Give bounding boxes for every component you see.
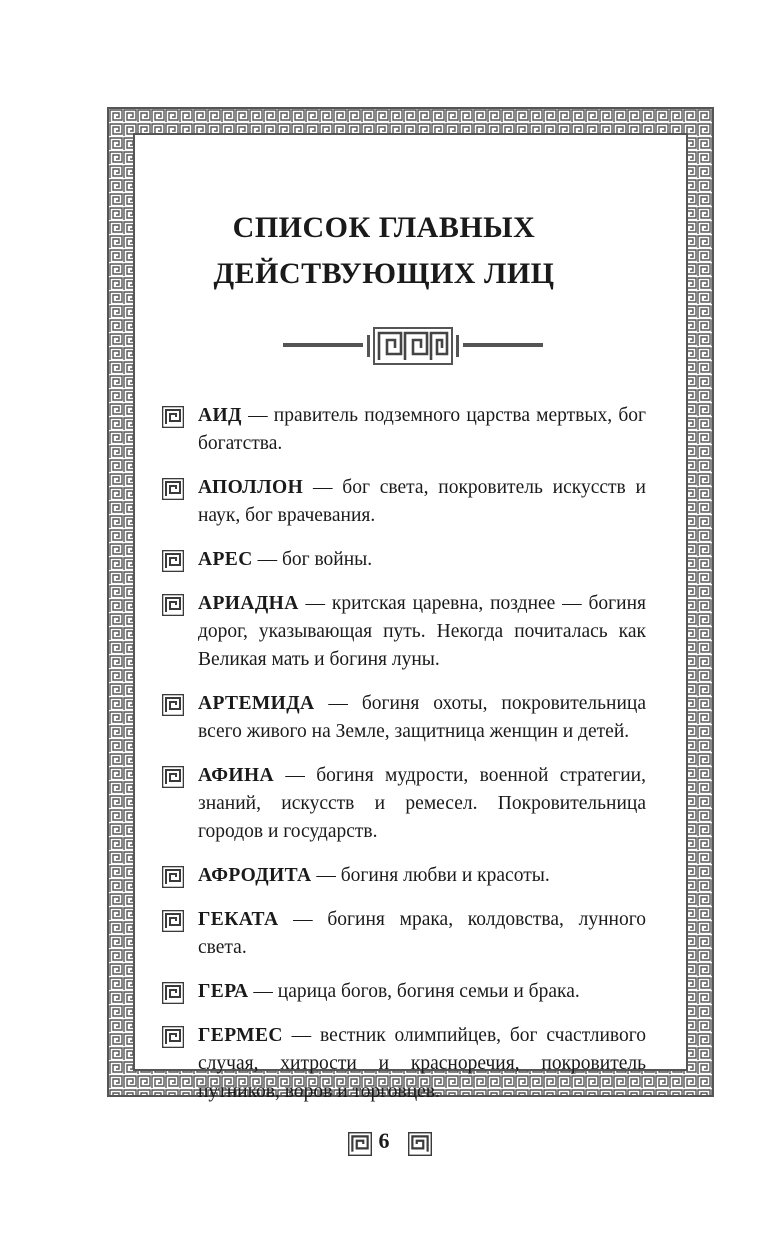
character-name: АФИНА (198, 765, 275, 786)
character-list (162, 402, 646, 1122)
list-item (162, 1022, 646, 1106)
character-name: ГЕКАТА (198, 909, 279, 930)
character-name: ГЕРМЕС (198, 1025, 283, 1046)
greek-key-icon (348, 1132, 372, 1156)
list-item (162, 474, 646, 530)
character-description: — бог света, покровитель искусств и наук, бог врачевания. (198, 477, 646, 526)
greek-key-icon (162, 594, 184, 616)
list-item (162, 862, 646, 890)
character-name: АРТЕМИДА (198, 693, 315, 714)
greek-key-icon (408, 1132, 432, 1156)
list-item (162, 590, 646, 674)
greek-key-icon (162, 694, 184, 716)
list-item (162, 402, 646, 458)
character-description: — вестник олимпийцев, бог счастливого случая, хитрости и красноречия, покровитель путников, воров и торговцев. (198, 1025, 646, 1102)
character-description: — бог войны. (252, 549, 373, 570)
greek-key-ornament (283, 326, 543, 366)
greek-key-icon (162, 866, 184, 888)
list-item (162, 690, 646, 746)
greek-key-icon (162, 550, 184, 572)
title-line-1: СПИСОК ГЛАВНЫХ (232, 211, 536, 244)
greek-key-icon (162, 910, 184, 932)
character-name: АИД (198, 405, 242, 426)
greek-key-icon (162, 982, 184, 1004)
page-title (0, 205, 768, 297)
character-description: — царица богов, богиня семьи и брака. (248, 981, 580, 1002)
list-item (162, 546, 646, 574)
list-item (162, 906, 646, 962)
character-description: — критская царевна, позднее — богиня дорог, указывающая путь. Некогда почиталась как Великая мать и богиня луны. (198, 593, 646, 670)
character-name: ГЕРА (198, 981, 249, 1002)
character-name: АФРОДИТА (198, 865, 312, 886)
page-footer (0, 1130, 768, 1162)
character-description: — богиня охоты, покровительница всего живого на Земле, защитница женщин и детей. (198, 693, 646, 742)
greek-key-icon (162, 766, 184, 788)
greek-key-icon (162, 478, 184, 500)
page-number: 6 (378, 1128, 390, 1153)
title-line-2: ДЕЙСТВУЮЩИХ ЛИЦ (213, 257, 555, 290)
character-name: АРЕС (198, 549, 253, 570)
character-description: — богиня мрака, колдовства, лунного света. (198, 909, 646, 958)
greek-key-icon (162, 406, 184, 428)
character-name: АПОЛЛОН (198, 477, 304, 498)
character-name: АРИАДНА (198, 593, 299, 614)
character-description: — богиня мудрости, военной стратегии, знаний, искусств и ремесел. Покровительница городов и государств. (198, 765, 646, 842)
character-description: — богиня любви и красоты. (311, 865, 550, 886)
list-item (162, 762, 646, 846)
greek-key-icon (162, 1026, 184, 1048)
list-item (162, 978, 646, 1006)
character-description: — правитель подземного царства мертвых, бог богатства. (198, 405, 646, 454)
